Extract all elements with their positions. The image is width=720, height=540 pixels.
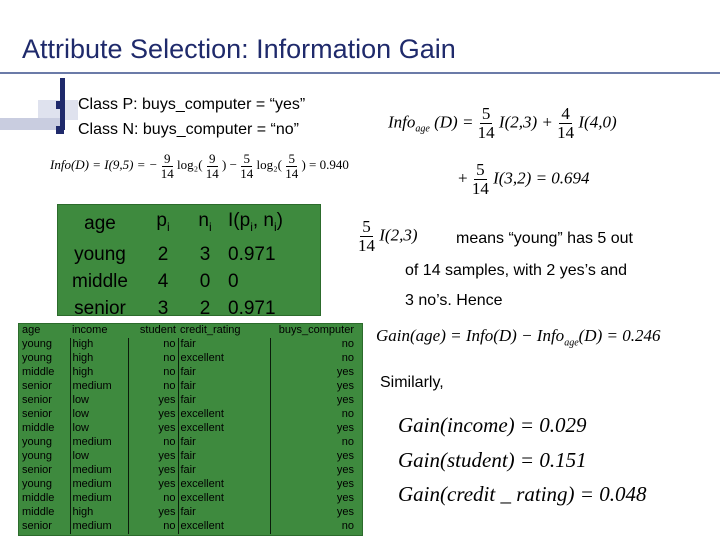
table-row — [60, 268, 316, 295]
fraction — [557, 105, 574, 142]
eq-text: ) = 0.940 — [301, 157, 349, 173]
numerator: 9 — [209, 151, 216, 166]
fraction — [358, 218, 375, 255]
cell: no — [128, 380, 178, 394]
header-p — [140, 207, 186, 241]
table-row — [20, 520, 362, 534]
cell: excellent — [178, 422, 270, 436]
table-header-row — [20, 324, 362, 338]
numerator: 5 — [476, 160, 485, 179]
cell: senior — [20, 408, 70, 422]
cell: young — [20, 436, 70, 450]
header-age: age — [22, 324, 41, 337]
title-divider — [0, 72, 720, 74]
cell: yes — [336, 450, 354, 463]
cell: no — [341, 352, 354, 365]
explanation-line-1: means “young” has 5 out — [456, 230, 633, 247]
cell: no — [341, 408, 354, 421]
subscript: i — [166, 219, 170, 234]
cell: yes — [128, 478, 178, 492]
table-row — [20, 478, 362, 492]
header-text: ) — [276, 210, 283, 231]
cell: excellent — [178, 408, 270, 422]
table-row — [20, 436, 362, 450]
eq-text: Gain(age) = Info(D) − Info — [376, 326, 565, 345]
subscript: i — [250, 219, 253, 234]
info-d-equation — [50, 152, 349, 180]
cell: no — [128, 436, 178, 450]
cell: yes — [336, 380, 354, 393]
fraction — [206, 152, 219, 180]
cell: young — [20, 352, 70, 366]
age-summary-table — [60, 207, 316, 322]
denominator: 14 — [557, 122, 575, 142]
bullet-text: Class N: buys_computer = “no” — [78, 121, 299, 138]
table-row — [20, 464, 362, 478]
header-credit-rating: credit_rating — [180, 324, 241, 337]
numerator: 5 — [288, 151, 295, 166]
info-age-equation — [388, 105, 617, 142]
denominator: 14 — [285, 165, 299, 181]
cell: excellent — [178, 520, 270, 534]
table-row — [20, 422, 362, 436]
gain-student: Gain(student) = 0.151 — [398, 448, 587, 472]
cell: yes — [128, 422, 178, 436]
cell: medium — [70, 464, 128, 478]
cell: medium — [70, 492, 128, 506]
fraction — [478, 105, 495, 142]
cell: high — [70, 506, 128, 520]
cell: yes — [336, 464, 354, 477]
cell: 3 — [157, 297, 169, 319]
slide-title: Attribute Selection: Information Gain — [22, 34, 456, 64]
header-text: , n — [252, 210, 274, 231]
info-age-equation-continued — [458, 161, 590, 198]
subscript: i — [208, 219, 212, 234]
cell: no — [341, 338, 354, 351]
cell: excellent — [178, 478, 270, 492]
eq-text: (D) = — [434, 112, 474, 132]
cell: no — [128, 492, 178, 506]
bullet-square-icon — [56, 126, 64, 134]
table-row — [20, 492, 362, 506]
table-row — [60, 295, 316, 322]
cell: no — [341, 520, 354, 533]
cell: medium — [70, 520, 128, 534]
cell: medium — [70, 478, 128, 492]
table-header-row — [60, 207, 316, 241]
cell: 2 — [199, 297, 211, 319]
cell: fair — [178, 436, 270, 450]
cell: fair — [178, 464, 270, 478]
cell: fair — [178, 450, 270, 464]
gain-age-equation — [376, 326, 660, 348]
cell: young — [20, 478, 70, 492]
cell: 0 — [199, 270, 211, 292]
fraction — [285, 152, 298, 180]
subscript: age — [564, 337, 579, 349]
cell: yes — [128, 394, 178, 408]
cell: high — [70, 366, 128, 380]
header-text: n — [198, 210, 209, 231]
training-data-table — [20, 324, 362, 534]
cell: yes — [336, 492, 354, 505]
bullet-square-icon — [56, 101, 64, 109]
cell: senior — [74, 297, 126, 319]
cell: fair — [178, 338, 270, 352]
denominator: 14 — [205, 165, 219, 181]
cell: 2 — [157, 243, 169, 265]
eq-text: log₂( — [256, 157, 282, 173]
eq-text: Info(D) = I(9,5) = − — [50, 157, 158, 173]
decoration-bar — [0, 118, 60, 130]
fraction — [240, 152, 253, 180]
cell: yes — [336, 394, 354, 407]
numerator: 4 — [561, 104, 570, 123]
cell: middle — [20, 422, 70, 436]
eq-text: I(2,3) — [379, 225, 418, 245]
table-row — [60, 241, 316, 268]
gain-income: Gain(income) = 0.029 — [398, 413, 587, 437]
denominator: 14 — [477, 122, 495, 142]
cell: fair — [178, 394, 270, 408]
table-row — [20, 352, 362, 366]
denominator: 14 — [358, 235, 375, 255]
cell: yes — [336, 478, 354, 491]
cell: senior — [20, 464, 70, 478]
cell: young — [20, 338, 70, 352]
similarly-text: Similarly, — [380, 374, 444, 391]
header-text: p — [156, 210, 167, 231]
eq-text: ) − — [222, 157, 237, 173]
cell: senior — [20, 394, 70, 408]
cell: middle — [20, 492, 70, 506]
young-term — [358, 218, 417, 255]
cell: no — [128, 338, 178, 352]
subscript: i — [273, 219, 277, 234]
cell: medium — [70, 380, 128, 394]
cell: senior — [20, 520, 70, 534]
fraction — [161, 152, 174, 180]
header-text: I(p — [228, 210, 251, 231]
cell: fair — [178, 366, 270, 380]
table-row — [20, 394, 362, 408]
cell: excellent — [178, 492, 270, 506]
cell: yes — [128, 408, 178, 422]
cell: middle — [20, 366, 70, 380]
table-row — [20, 366, 362, 380]
header-student: student — [139, 324, 176, 337]
explanation-line-2: of 14 samples, with 2 yes’s and — [405, 262, 628, 279]
eq-text: Info — [388, 112, 416, 132]
fraction — [472, 161, 489, 198]
cell: young — [20, 450, 70, 464]
numerator: 5 — [243, 151, 250, 166]
cell: senior — [20, 380, 70, 394]
header-age: age — [84, 213, 116, 235]
table-row — [20, 380, 362, 394]
explanation-line-3: 3 no’s. Hence — [405, 292, 503, 309]
cell: no — [128, 366, 178, 380]
cell: young — [74, 243, 126, 265]
cell: medium — [70, 436, 128, 450]
cell: 0.971 — [228, 243, 276, 265]
table-row — [20, 450, 362, 464]
cell: 0.971 — [228, 297, 276, 319]
cell: no — [128, 520, 178, 534]
cell: fair — [178, 380, 270, 394]
eq-text: I(3,2) = 0.694 — [493, 168, 590, 188]
header-buys-computer: buys_computer — [278, 324, 354, 337]
numerator: 5 — [481, 104, 491, 123]
cell: yes — [336, 422, 354, 435]
gain-credit-rating: Gain(credit _ rating) = 0.048 — [398, 482, 647, 506]
eq-text: (D) = 0.246 — [578, 326, 661, 345]
table-row — [20, 408, 362, 422]
cell: high — [70, 338, 128, 352]
numerator: 9 — [164, 151, 171, 166]
denominator: 14 — [471, 178, 489, 198]
header-income: income — [72, 324, 108, 337]
subscript: age — [415, 123, 430, 135]
cell: high — [70, 352, 128, 366]
cell: 3 — [199, 243, 211, 265]
cell: yes — [128, 506, 178, 520]
header-info — [224, 207, 316, 241]
cell: no — [341, 436, 354, 449]
cell: yes — [128, 464, 178, 478]
bullet-text: Class P: buys_computer = “yes” — [78, 96, 306, 113]
eq-text: log₂( — [177, 157, 203, 173]
eq-text: I(4,0) — [578, 112, 617, 132]
header-n — [186, 207, 224, 241]
denominator: 14 — [240, 165, 254, 181]
cell: no — [128, 352, 178, 366]
eq-text: + — [458, 168, 468, 188]
cell: 4 — [157, 270, 169, 292]
table-row — [20, 338, 362, 352]
cell: middle — [20, 506, 70, 520]
cell: fair — [178, 506, 270, 520]
cell: yes — [128, 450, 178, 464]
cell: low — [70, 422, 128, 436]
cell: middle — [72, 270, 128, 292]
eq-text: I(2,3) + — [498, 112, 553, 132]
cell: low — [70, 450, 128, 464]
cell: 0 — [228, 270, 239, 292]
cell: low — [70, 408, 128, 422]
numerator: 5 — [362, 217, 371, 236]
bullet-class-n — [56, 121, 299, 139]
cell: low — [70, 394, 128, 408]
cell: yes — [336, 366, 354, 379]
cell: excellent — [178, 352, 270, 366]
bullet-class-p — [56, 96, 305, 114]
cell: yes — [336, 506, 354, 519]
denominator: 14 — [160, 165, 174, 181]
table-row — [20, 506, 362, 520]
